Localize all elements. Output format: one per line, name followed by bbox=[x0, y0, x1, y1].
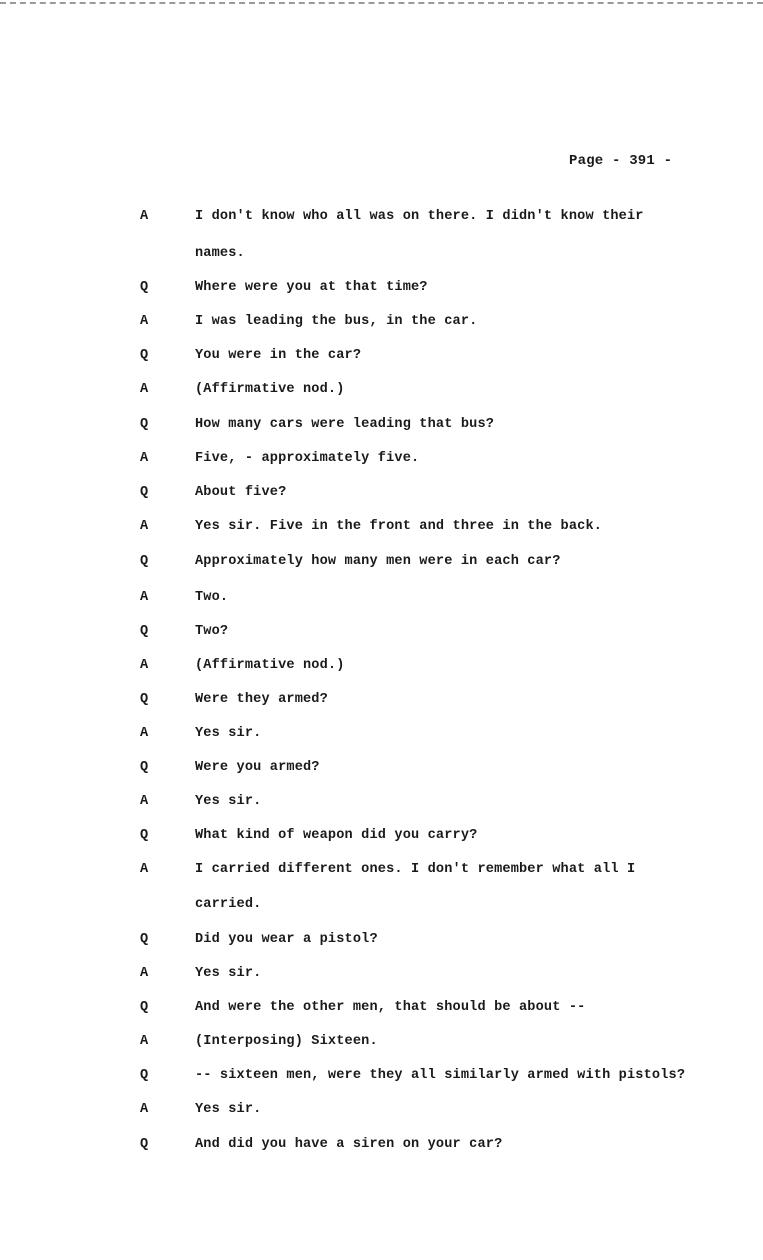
line-text: You were in the car? bbox=[195, 348, 362, 363]
speaker-label: A bbox=[140, 862, 149, 877]
transcript-line bbox=[0, 826, 763, 846]
speaker-label: Q bbox=[140, 417, 149, 432]
line-text: How many cars were leading that bus? bbox=[195, 417, 495, 432]
speaker-label: A bbox=[140, 794, 149, 809]
line-text: (Affirmative nod.) bbox=[195, 658, 345, 673]
speaker-label: A bbox=[140, 519, 149, 534]
transcript-line bbox=[0, 656, 763, 676]
line-text: (Interposing) Sixteen. bbox=[195, 1034, 378, 1049]
line-text: names. bbox=[195, 246, 245, 261]
transcript-line bbox=[0, 622, 763, 642]
speaker-label: Q bbox=[140, 348, 149, 363]
line-text: Two? bbox=[195, 624, 229, 639]
transcript-line bbox=[0, 724, 763, 744]
speaker-label: A bbox=[140, 1102, 149, 1117]
transcript-line bbox=[0, 415, 763, 435]
line-text: And were the other men, that should be about -- bbox=[195, 1000, 586, 1015]
speaker-label: Q bbox=[140, 932, 149, 947]
speaker-label: A bbox=[140, 1034, 149, 1049]
transcript-line bbox=[0, 930, 763, 950]
speaker-label: Q bbox=[140, 760, 149, 775]
transcript-line bbox=[0, 312, 763, 332]
line-text: Yes sir. bbox=[195, 726, 262, 741]
transcript-line bbox=[0, 244, 763, 264]
speaker-label: A bbox=[140, 590, 149, 605]
transcript-line bbox=[0, 758, 763, 778]
transcript-line bbox=[0, 1100, 763, 1120]
transcript-line bbox=[0, 278, 763, 298]
transcript-line bbox=[0, 998, 763, 1018]
line-text: Were they armed? bbox=[195, 692, 328, 707]
line-text: (Affirmative nod.) bbox=[195, 382, 345, 397]
speaker-label: Q bbox=[140, 1068, 149, 1083]
transcript-line bbox=[0, 449, 763, 469]
transcript-line bbox=[0, 964, 763, 984]
speaker-label: Q bbox=[140, 692, 149, 707]
speaker-label: Q bbox=[140, 280, 149, 295]
line-text: Were you armed? bbox=[195, 760, 320, 775]
transcript-line bbox=[0, 895, 763, 915]
speaker-label: A bbox=[140, 209, 149, 224]
speaker-label: A bbox=[140, 726, 149, 741]
line-text: Where were you at that time? bbox=[195, 280, 428, 295]
transcript-line bbox=[0, 1066, 763, 1086]
transcript-line bbox=[0, 380, 763, 400]
line-text: Yes sir. bbox=[195, 794, 262, 809]
speaker-label: Q bbox=[140, 1137, 149, 1152]
line-text: carried. bbox=[195, 897, 262, 912]
line-text: I don't know who all was on there. I didn't know their bbox=[195, 209, 644, 224]
speaker-label: A bbox=[140, 451, 149, 466]
speaker-label: A bbox=[140, 658, 149, 673]
transcript-line bbox=[0, 207, 763, 227]
transcript-line bbox=[0, 1032, 763, 1052]
transcript-line bbox=[0, 792, 763, 812]
line-text: Yes sir. bbox=[195, 966, 262, 981]
transcript-line bbox=[0, 1135, 763, 1155]
line-text: Five, - approximately five. bbox=[195, 451, 420, 466]
transcript-line bbox=[0, 588, 763, 608]
transcript-line bbox=[0, 517, 763, 537]
line-text: Yes sir. bbox=[195, 1102, 262, 1117]
line-text: What kind of weapon did you carry? bbox=[195, 828, 478, 843]
line-text: I was leading the bus, in the car. bbox=[195, 314, 478, 329]
line-text: About five? bbox=[195, 485, 287, 500]
transcript-line bbox=[0, 690, 763, 710]
speaker-label: Q bbox=[140, 828, 149, 843]
line-text: And did you have a siren on your car? bbox=[195, 1137, 503, 1152]
speaker-label: Q bbox=[140, 554, 149, 569]
line-text: Yes sir. Five in the front and three in the back. bbox=[195, 519, 603, 534]
speaker-label: A bbox=[140, 966, 149, 981]
line-text: I carried different ones. I don't remember what all I bbox=[195, 862, 636, 877]
page-number: Page - 391 - bbox=[569, 153, 673, 169]
speaker-label: A bbox=[140, 314, 149, 329]
line-text: Did you wear a pistol? bbox=[195, 932, 378, 947]
speaker-label: Q bbox=[140, 485, 149, 500]
transcript-line bbox=[0, 552, 763, 572]
transcript-line bbox=[0, 346, 763, 366]
speaker-label: A bbox=[140, 382, 149, 397]
speaker-label: Q bbox=[140, 1000, 149, 1015]
transcript-line bbox=[0, 483, 763, 503]
line-text: Approximately how many men were in each car? bbox=[195, 554, 561, 569]
line-text: Two. bbox=[195, 590, 229, 605]
transcript-line bbox=[0, 860, 763, 880]
speaker-label: Q bbox=[140, 624, 149, 639]
line-text: -- sixteen men, were they all similarly armed with pistols? bbox=[195, 1068, 686, 1083]
